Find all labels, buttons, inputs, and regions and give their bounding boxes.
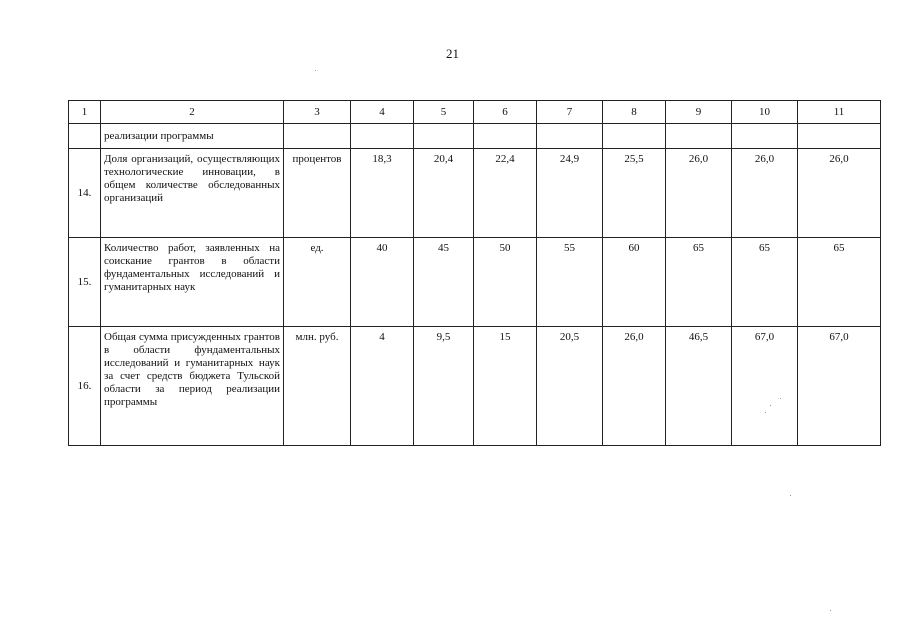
- table-cell: [537, 124, 603, 149]
- header-cell: 7: [537, 101, 603, 124]
- value-cell: 15: [474, 327, 537, 446]
- value-cell: 46,5: [666, 327, 732, 446]
- scan-speck: [790, 495, 791, 496]
- scan-speck: [780, 398, 781, 399]
- value-cell: 20,5: [537, 327, 603, 446]
- value-cell: 22,4: [474, 149, 537, 238]
- value-cell: 26,0: [603, 327, 666, 446]
- table-row-continuation: [69, 124, 881, 149]
- value-cell: 20,4: [414, 149, 474, 238]
- value-cell: 26,0: [798, 149, 881, 238]
- header-cell: 3: [284, 101, 351, 124]
- table-header-row: [69, 101, 881, 124]
- header-cell: 9: [666, 101, 732, 124]
- value-cell: 45: [414, 238, 474, 327]
- value-cell: 18,3: [351, 149, 414, 238]
- header-cell: 11: [798, 101, 881, 124]
- value-cell: 55: [537, 238, 603, 327]
- row-number: 14.: [69, 149, 101, 238]
- header-cell: 2: [101, 101, 284, 124]
- value-cell: 40: [351, 238, 414, 327]
- header-cell: 6: [474, 101, 537, 124]
- unit-cell: ед.: [284, 238, 351, 327]
- value-cell: 65: [732, 238, 798, 327]
- continuation-text: реализации программы: [101, 124, 284, 149]
- indicators-table: [68, 100, 881, 446]
- table-cell: [414, 124, 474, 149]
- table-cell: [603, 124, 666, 149]
- unit-cell: млн. руб.: [284, 327, 351, 446]
- value-cell: 9,5: [414, 327, 474, 446]
- table-row: [69, 327, 881, 446]
- table-cell: [69, 124, 101, 149]
- value-cell: 65: [666, 238, 732, 327]
- table-cell: [798, 124, 881, 149]
- value-cell: 26,0: [732, 149, 798, 238]
- value-cell: 67,0: [798, 327, 881, 446]
- table-cell: [474, 124, 537, 149]
- page-number: 21: [446, 46, 459, 61]
- value-cell: 67,0: [732, 327, 798, 446]
- indicator-name: Доля организаций, осуществляющих технологические инновации, в общем количестве обследованных организаций: [101, 149, 284, 238]
- indicator-name: Количество работ, заявленных на соискание грантов в области фундаментальных исследований и гуманитарных наук: [101, 238, 284, 327]
- table-row: [69, 149, 881, 238]
- value-cell: 25,5: [603, 149, 666, 238]
- unit-cell: процентов: [284, 149, 351, 238]
- header-cell: 1: [69, 101, 101, 124]
- row-number: 16.: [69, 327, 101, 446]
- value-cell: 65: [798, 238, 881, 327]
- header-cell: 10: [732, 101, 798, 124]
- scan-speck: [315, 70, 316, 71]
- row-number: 15.: [69, 238, 101, 327]
- scan-speck: [770, 405, 771, 406]
- value-cell: 26,0: [666, 149, 732, 238]
- value-cell: 50: [474, 238, 537, 327]
- value-cell: 4: [351, 327, 414, 446]
- scan-speck: [765, 412, 766, 413]
- table-cell: [666, 124, 732, 149]
- value-cell: 24,9: [537, 149, 603, 238]
- indicator-name: Общая сумма присужденных грантов в области фундаментальных исследований и гуманитарных наук за счет средств бюджета Тульской области за период реализации программы: [101, 327, 284, 446]
- header-cell: 5: [414, 101, 474, 124]
- table-cell: [351, 124, 414, 149]
- table-cell: [284, 124, 351, 149]
- table-cell: [732, 124, 798, 149]
- header-cell: 4: [351, 101, 414, 124]
- scan-speck: [830, 610, 831, 611]
- header-cell: 8: [603, 101, 666, 124]
- value-cell: 60: [603, 238, 666, 327]
- table-row: [69, 238, 881, 327]
